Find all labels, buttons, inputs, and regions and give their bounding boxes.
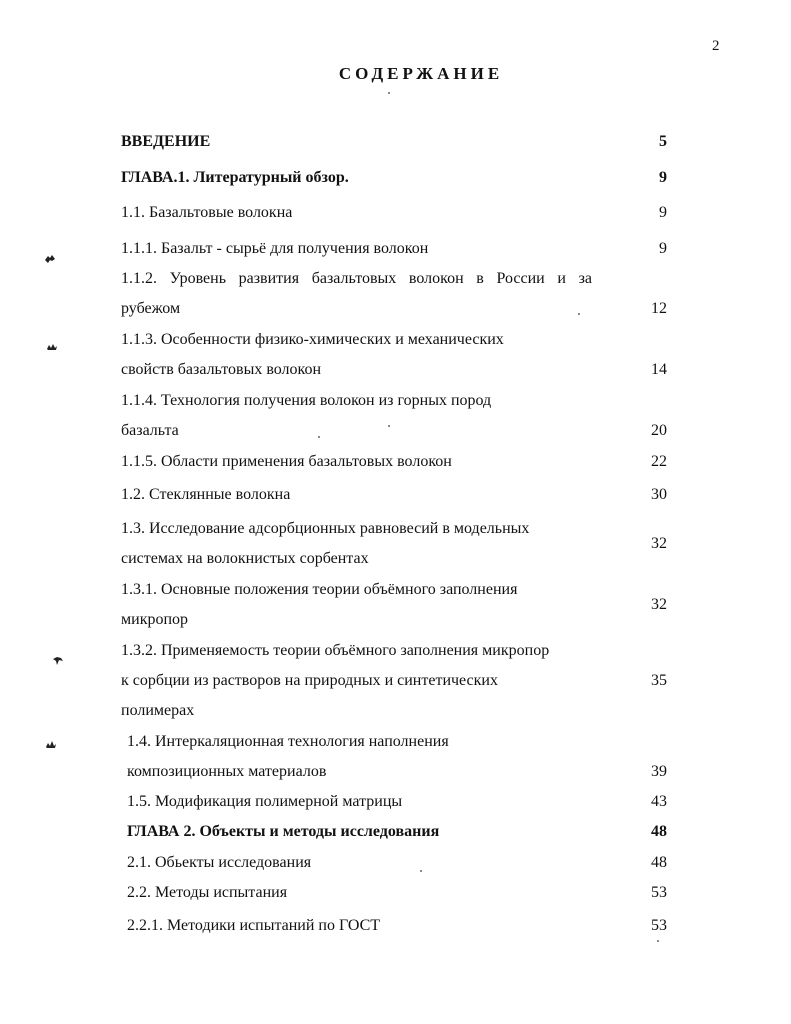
toc-entry-page: 39 [651, 763, 667, 780]
toc-entry-page: 35 [651, 672, 667, 689]
scan-blot-mark [45, 740, 57, 750]
toc-entry-1-3-2-line-2 [0, 669, 791, 693]
toc-entry-1-1-3-line-2 [0, 358, 791, 382]
toc-entry-text: 1.1.1. Базальт - сырьё для получения волокон [121, 240, 429, 257]
toc-entry-text: 1.2. Стеклянные волокна [121, 486, 291, 503]
toc-entry-chapter-1 [0, 166, 791, 190]
toc-entry-text: 1.4. Интеркаляционная технология наполнения [127, 733, 449, 750]
toc-entry-page: 5 [659, 133, 667, 150]
toc-entry-text: ГЛАВА 2. Объекты и методы исследования [127, 823, 440, 840]
toc-entry-introduction [0, 130, 791, 154]
toc-entry-1-3-line-2 [0, 547, 791, 571]
toc-entry-text: 1.1.3. Особенности физико-химических и механических [121, 331, 504, 348]
toc-entry-1-3-2-line-1 [0, 639, 791, 663]
toc-entry-1-1-2-line-2 [0, 297, 791, 321]
toc-entry-1-3-1-line-2 [0, 608, 791, 632]
toc-entry-text: микропор [121, 611, 189, 628]
toc-entry-1-3-2-line-3 [0, 699, 791, 723]
toc-entry-text: 2.1. Обьекты исследования [127, 854, 312, 871]
page-title: СОДЕРЖАНИЕ [338, 64, 504, 83]
toc-entry-text: 2.2. Методы испытания [127, 884, 288, 901]
toc-entry-2-1 [0, 851, 791, 875]
toc-entry-text: системах на волокнистых сорбентах [121, 550, 369, 567]
toc-entry-text: полимерах [121, 702, 195, 719]
scan-speck [420, 870, 422, 872]
toc-entry-page: 12 [651, 300, 667, 317]
toc-entry-page: 48 [651, 823, 667, 840]
scan-speck [657, 940, 659, 942]
toc-entry-1-1-3-line-1 [0, 328, 791, 352]
toc-entry-1-2 [0, 483, 791, 507]
scan-speck [578, 313, 580, 315]
toc-entry-text: композиционных материалов [127, 763, 327, 780]
toc-entry-1-1-2-line-1 [0, 267, 791, 291]
scan-speck [318, 436, 320, 438]
toc-entry-1-5 [0, 790, 791, 814]
toc-entry-page: 48 [651, 854, 667, 871]
toc-entry-2-2-1 [0, 914, 791, 938]
toc-entry-text: ГЛАВА.1. Литературный обзор. [121, 169, 349, 186]
toc-entry-text: 1.3. Исследование адсорбционных равновесий в модельных [121, 520, 530, 537]
toc-entry-text: 2.2.1. Методики испытаний по ГОСТ [127, 917, 381, 934]
scan-blot-mark [46, 342, 58, 352]
toc-entry-1-1-5 [0, 450, 791, 474]
scan-speck [388, 425, 390, 427]
toc-entry-1-1 [0, 201, 791, 225]
toc-entry-text: 1.1.4. Технология получения волокон из горных пород [121, 392, 492, 409]
toc-entry-page: 9 [659, 169, 667, 186]
toc-entry-text: 1.1. Базальтовые волокна [121, 204, 293, 221]
scan-speck [388, 92, 390, 94]
toc-entry-text: 1.1.5. Области применения базальтовых волокон [121, 453, 452, 470]
scan-blot-mark [44, 254, 56, 264]
toc-entry-text: 1.3.1. Основные положения теории объёмного заполнения [121, 581, 518, 598]
toc-entry-text: свойств базальтовых волокон [121, 361, 322, 378]
toc-entry-text: 1.3.2. Применяемость теории объёмного заполнения микропор [121, 642, 550, 659]
toc-entry-text: базальта [121, 422, 179, 439]
toc-entry-1-4-line-2 [0, 760, 791, 784]
page-number: 2 [712, 38, 720, 54]
toc-entry-chapter-2 [0, 820, 791, 844]
toc-entry-page: 32 [651, 596, 667, 613]
toc-entry-page: 14 [651, 361, 667, 378]
toc-entry-page: 32 [651, 535, 667, 552]
toc-entry-1-1-1 [0, 237, 791, 261]
scan-blot-mark [52, 656, 64, 666]
toc-entry-text: ВВЕДЕНИЕ [121, 133, 211, 150]
toc-entry-1-1-4-line-1 [0, 389, 791, 413]
toc-entry-2-2 [0, 881, 791, 905]
toc-entry-text: 1.1.2. Уровень развития базальтовых волокон в России и за [121, 270, 592, 287]
toc-entry-page: 53 [651, 917, 667, 934]
toc-entry-page: 20 [651, 422, 667, 439]
toc-entry-page: 9 [659, 240, 667, 257]
toc-entry-page: 53 [651, 884, 667, 901]
toc-entry-page: 9 [659, 204, 667, 221]
toc-entry-1-4-line-1 [0, 730, 791, 754]
toc-entry-text: 1.5. Модификация полимерной матрицы [127, 793, 403, 810]
toc-entry-page: 30 [651, 486, 667, 503]
toc-entry-1-1-4-line-2 [0, 419, 791, 443]
toc-entry-page: 43 [651, 793, 667, 810]
toc-entry-page: 22 [651, 453, 667, 470]
toc-entry-text: к сорбции из растворов на природных и синтетических [121, 672, 498, 689]
toc-entry-text: рубежом [121, 300, 181, 317]
